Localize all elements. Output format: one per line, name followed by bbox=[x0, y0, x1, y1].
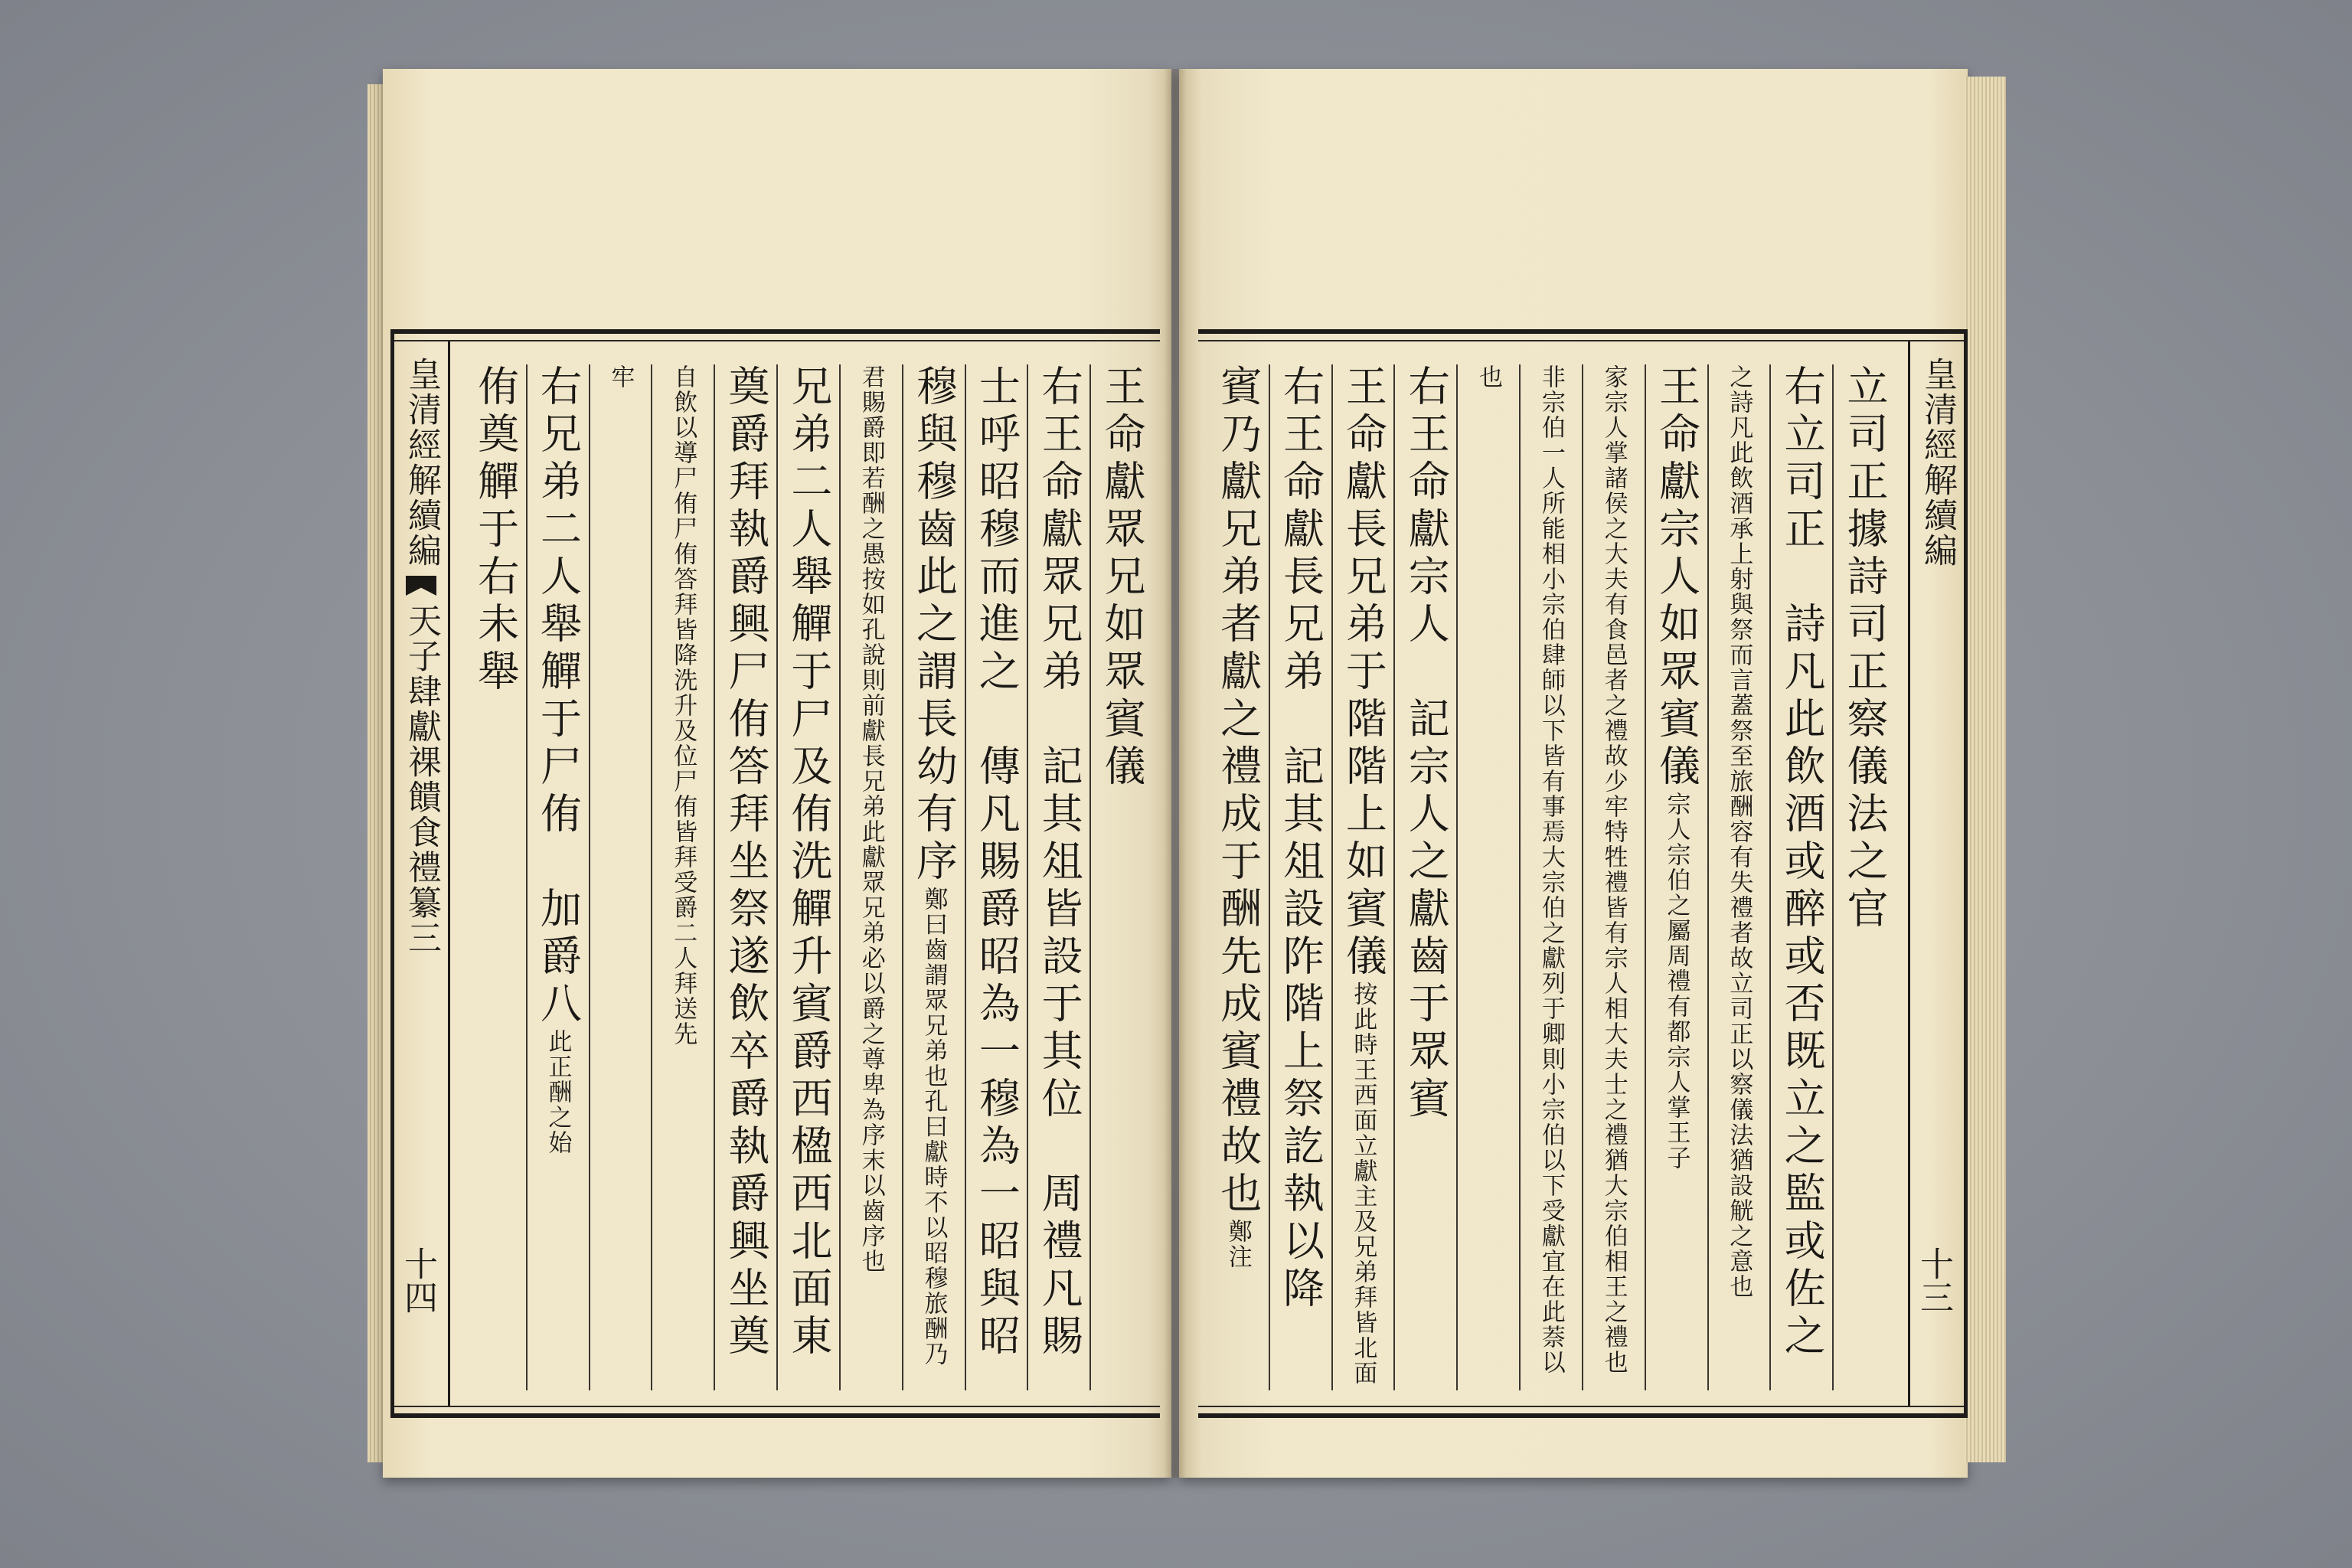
right-page-number: 十三 bbox=[1914, 1246, 1953, 1314]
main-text: 奠爵拜執爵興尸侑答拜坐祭遂飲卒爵執爵興坐奠 bbox=[722, 364, 771, 1361]
main-text: 右王命獻眾兄弟 記其俎皆設于其位 周禮凡賜 bbox=[1035, 364, 1084, 1361]
right-text-columns bbox=[1206, 364, 1895, 1390]
left-page-column bbox=[902, 364, 965, 1390]
right-page-column bbox=[1456, 364, 1519, 1390]
left-banxin bbox=[394, 341, 450, 1406]
left-page-column bbox=[1089, 364, 1152, 1390]
commentary-text: 君賜爵即若酬之愚按如孔說則前獻長兄弟此獻眾兄弟必以爵之尊卑為序末以齒序也 bbox=[857, 364, 885, 1274]
right-frame-inner bbox=[1198, 340, 1964, 1407]
left-page-column bbox=[651, 364, 714, 1390]
right-banxin bbox=[1908, 341, 1964, 1406]
main-text: 立司正據詩司正察儀法之官 bbox=[1841, 364, 1889, 934]
main-text: 右王命獻宗人 記宗人之獻齒于眾賓 bbox=[1402, 364, 1451, 1124]
right-page-column bbox=[1707, 364, 1770, 1390]
main-text: 士呼昭穆而進之 傳凡賜爵昭為一穆為一昭與昭 bbox=[972, 364, 1021, 1361]
left-page-column bbox=[776, 364, 839, 1390]
commentary-text: 鄭注 bbox=[1223, 1219, 1252, 1269]
main-text: 右王命獻長兄弟 記其俎設阼階上祭訖執以降 bbox=[1276, 364, 1325, 1314]
open-book bbox=[368, 69, 1998, 1508]
left-page-column bbox=[1027, 364, 1089, 1390]
main-text: 賓乃獻兄弟者獻之禮成于酬先成賓禮故也 bbox=[1214, 364, 1263, 1219]
left-page-column bbox=[965, 364, 1027, 1390]
commentary-text: 也 bbox=[1475, 364, 1503, 390]
main-text: 王命獻眾兄如眾賓儀 bbox=[1098, 364, 1146, 792]
right-page-edges bbox=[1964, 77, 2006, 1462]
right-page-column bbox=[1769, 364, 1832, 1390]
main-text: 王命獻宗人如眾賓儀 bbox=[1652, 364, 1701, 792]
right-banxin-title: 皇清經解續編 bbox=[1918, 357, 1957, 568]
right-page-column bbox=[1269, 364, 1331, 1390]
right-page-frame bbox=[1198, 329, 1968, 1418]
fish-tail-mark bbox=[406, 576, 436, 596]
right-page-column bbox=[1393, 364, 1456, 1390]
left-banxin-chapter: 天子肆獻祼饋食禮纂三 bbox=[402, 603, 441, 956]
commentary-text: 非宗伯一人所能相小宗伯肆師以下皆有事焉大宗伯之獻列于卿則小宗伯以下受獻宜在此萘以 bbox=[1537, 364, 1565, 1375]
left-page-column bbox=[463, 364, 526, 1390]
left-page-column bbox=[714, 364, 776, 1390]
left-page-column bbox=[839, 364, 902, 1390]
commentary-text: 自飲以導尸侑尸侑答拜皆降洗升及位尸侑皆拜受爵二人拜送先 bbox=[669, 364, 697, 1047]
main-text: 兄弟二人舉觶于尸及侑洗觶升賓爵西楹西北面東 bbox=[784, 364, 833, 1361]
right-page-column bbox=[1582, 364, 1645, 1390]
right-page-column bbox=[1206, 364, 1269, 1390]
left-page-column bbox=[589, 364, 652, 1390]
main-text: 侑奠觶于右未舉 bbox=[471, 364, 520, 697]
main-text: 右兄弟二人舉觶于尸侑 加爵八 bbox=[534, 364, 583, 1029]
left-banxin-text bbox=[402, 357, 440, 956]
left-frame-inner bbox=[394, 340, 1160, 1407]
main-text: 右立司正 詩凡此飲酒或醉或否既立之監或佐之 bbox=[1778, 364, 1827, 1361]
commentary-text: 宗人宗伯之屬周禮有都宗人掌王子 bbox=[1662, 792, 1690, 1171]
book-gutter bbox=[1164, 69, 1187, 1478]
right-page-column bbox=[1832, 364, 1895, 1390]
left-text-columns bbox=[463, 364, 1152, 1390]
commentary-text: 按此時王西面立獻主及兄弟拜皆北面 bbox=[1349, 982, 1377, 1386]
commentary-text: 之詩凡此飲酒承上射與祭而言蓋祭至旅酬容有失禮者故立司正以察儀法猶設觥之意也 bbox=[1725, 364, 1753, 1299]
commentary-text: 家宗人掌諸侯之大夫有食邑者之禮故少牢特牲禮皆有宗人相大夫士之禮猶大宗伯相王之禮也 bbox=[1599, 364, 1628, 1375]
main-text: 穆與穆齒此之謂長幼有序 bbox=[910, 364, 959, 887]
left-banxin-title: 皇清經解續編 bbox=[402, 357, 441, 568]
commentary-text: 鄭曰齒謂眾兄弟也孔曰獻時不以昭穆旅酬乃 bbox=[920, 887, 948, 1367]
left-page-number: 十四 bbox=[398, 1246, 437, 1314]
right-page-column bbox=[1331, 364, 1394, 1390]
right-page-column bbox=[1519, 364, 1582, 1390]
left-page-frame bbox=[390, 329, 1160, 1418]
left-page-column bbox=[526, 364, 589, 1390]
commentary-text: 牢 bbox=[606, 364, 635, 390]
right-page-column bbox=[1645, 364, 1707, 1390]
main-text: 王命獻長兄弟于階階上如賓儀 bbox=[1339, 364, 1388, 982]
commentary-text: 此正酬之始 bbox=[544, 1029, 572, 1155]
